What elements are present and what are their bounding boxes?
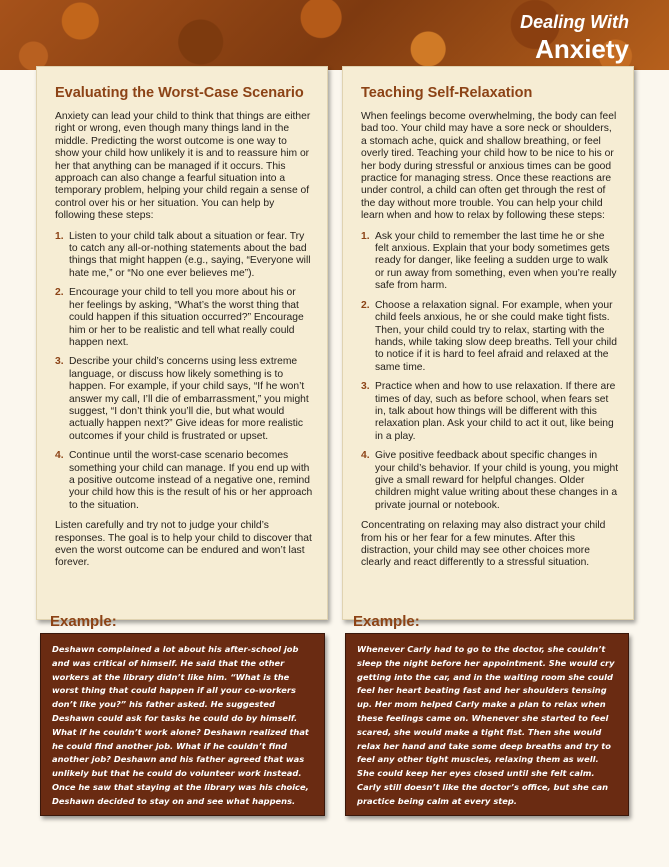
right-steps-list [361, 231, 619, 513]
left-step-2 [55, 287, 313, 349]
step-text: Encourage your child to tell you more about his or her feelings by asking, “What’s the worst thing that could happen if this situation occurred?” Encourage him or her to be realistic and tell what really could happen next. [69, 287, 304, 348]
header-banner [0, 0, 669, 70]
step-text: Describe your child’s concerns using less extreme language, or discuss how likely something is to happen. For example, if your child says, “If he won’t answer my call, I’ll die of embarrassment,” you might suggest, “I don’t think you’ll die, but what would actually happen next?” Give ideas for more realistic outcomes if your child is frustrated or upset. [69, 356, 309, 442]
left-step-4 [55, 450, 313, 512]
step-text: Choose a relaxation signal. For example, when your child feels anxious, he or she could make tight fists. Then, your child could try to relax, starting with the hands, while taking slow deep breaths. Tell your child to notice if it is hard to feel afraid and relaxed at the same time. [375, 299, 617, 373]
right-section-title: Teaching Self-Relaxation [361, 85, 533, 101]
step-text: Practice when and how to use relaxation. If there are times of day, such as before school, when fears set in, talk about how things will be different with this relaxation plan. Ask your child to act it out, like being in a play. [375, 381, 616, 442]
right-step-3 [361, 381, 619, 443]
step-text: Give positive feedback about specific changes in your child’s behavior. If your child is young, you might give a small reward for helpful changes. Older children might value writing about these changes in a private journal or notebook. [375, 450, 619, 511]
right-intro-paragraph: When feelings become overwhelming, the body can feel bad too. Your child may have a sore neck or shoulders, a stomach ache, quick and shallow breathing, or feel overly tired. Teaching your child how to be nice to his or her body during stressful or anxious times can be good practice for managing stress. Once these reactions are under control, a child can often get through the rest of the day without more trouble. You can help your child learn when and how to relax by following these steps: [361, 111, 617, 222]
left-step-1 [55, 231, 313, 281]
left-section-title: Evaluating the Worst-Case Scenario [55, 85, 304, 101]
right-example-box [345, 633, 629, 816]
right-column-panel [342, 66, 634, 620]
step-number: 4. [361, 450, 370, 462]
right-step-4 [361, 450, 619, 512]
left-steps-list [55, 231, 313, 513]
step-number: 2. [361, 299, 370, 311]
right-step-2 [361, 300, 619, 374]
banner-title-line1: Dealing With [520, 12, 629, 32]
right-step-1 [361, 231, 619, 293]
right-closing-paragraph: Concentrating on relaxing may also distract your child from his or her fear for a few minutes. After this distraction, your child may see other choices more clearly and react differently to a stressful situation. [361, 520, 606, 569]
left-example-label: Example: [50, 613, 117, 630]
left-example-box [40, 633, 325, 816]
step-number: 2. [55, 287, 64, 299]
step-number: 3. [55, 356, 64, 368]
step-text: Listen to your child talk about a situation or fear. Try to catch any all-or-nothing statements about the bad things that might happen (e.g., saying, “Everyone will hate me,” or “No one ever believes me”). [69, 230, 311, 279]
step-number: 1. [55, 230, 64, 242]
left-intro-paragraph: Anxiety can lead your child to think that things are either right or wrong, even though many things land in the middle. Predicting the worst outcome is one way to show your child how unlikely it is and to reassure him or her that anything can be managed if it occurs. This approach can also change a fearful situation into a temporary problem, helping your child regain a sense of control over his or her situation. You can help by following these steps: [55, 111, 311, 222]
banner-title-line2: Anxiety [535, 34, 629, 64]
left-step-3 [55, 356, 313, 443]
step-number: 1. [361, 230, 370, 242]
left-closing-paragraph: Listen carefully and try not to judge your child’s responses. The goal is to help your child to discover that even the worst outcome can be endured and won’t last forever. [55, 520, 312, 569]
left-column-panel [36, 66, 328, 620]
step-text: Continue until the worst-case scenario becomes something your child can manage. If you end up with a positive outcome instead of a negative one, remind your child how this is the result of his or her approach to the situation. [69, 450, 313, 511]
right-example-label: Example: [353, 613, 420, 630]
left-example-text: Deshawn complained a lot about his after-school job and was critical of himself. He said that the other workers at the library didn’t like him. “What is the worst thing that could happen if all your co-workers don’t like you?” his father asked. He suggested Deshawn could ask for tasks he could do by himself. What if he couldn’t work alone? Deshawn realized that he could find another job. What if he couldn’t find another job? Deshawn and his father agreed that was unlikely but that he could do volunteer work instead. Once he saw that staying at the library was his choice, Deshawn decided to stay on and see what happens. [52, 644, 309, 806]
right-example-text: Whenever Carly had to go to the doctor, she couldn’t sleep the night before her appointment. She would cry getting into the car, and in the waiting room she could feel her heart beating fast and her shoulders tensing up. Her mom helped Carly make a plan to relax when these feelings came on. Whenever she started to feel scared, she would make a tight fist. Then she would relax her hand and take some deep breaths and try to feel any other tight muscles, relaxing them as well. She could keep her eyes closed until she felt calm. Carly still doesn’t like the doctor’s office, but she can practice being calm at every step. [357, 644, 615, 806]
step-text: Ask your child to remember the last time he or she felt anxious. Explain that your body sometimes gets ready for danger, like feeling a sudden urge to walk or run away from something, even when you’re really safe from harm. [375, 230, 617, 292]
step-number: 3. [361, 381, 370, 393]
step-number: 4. [55, 450, 64, 462]
